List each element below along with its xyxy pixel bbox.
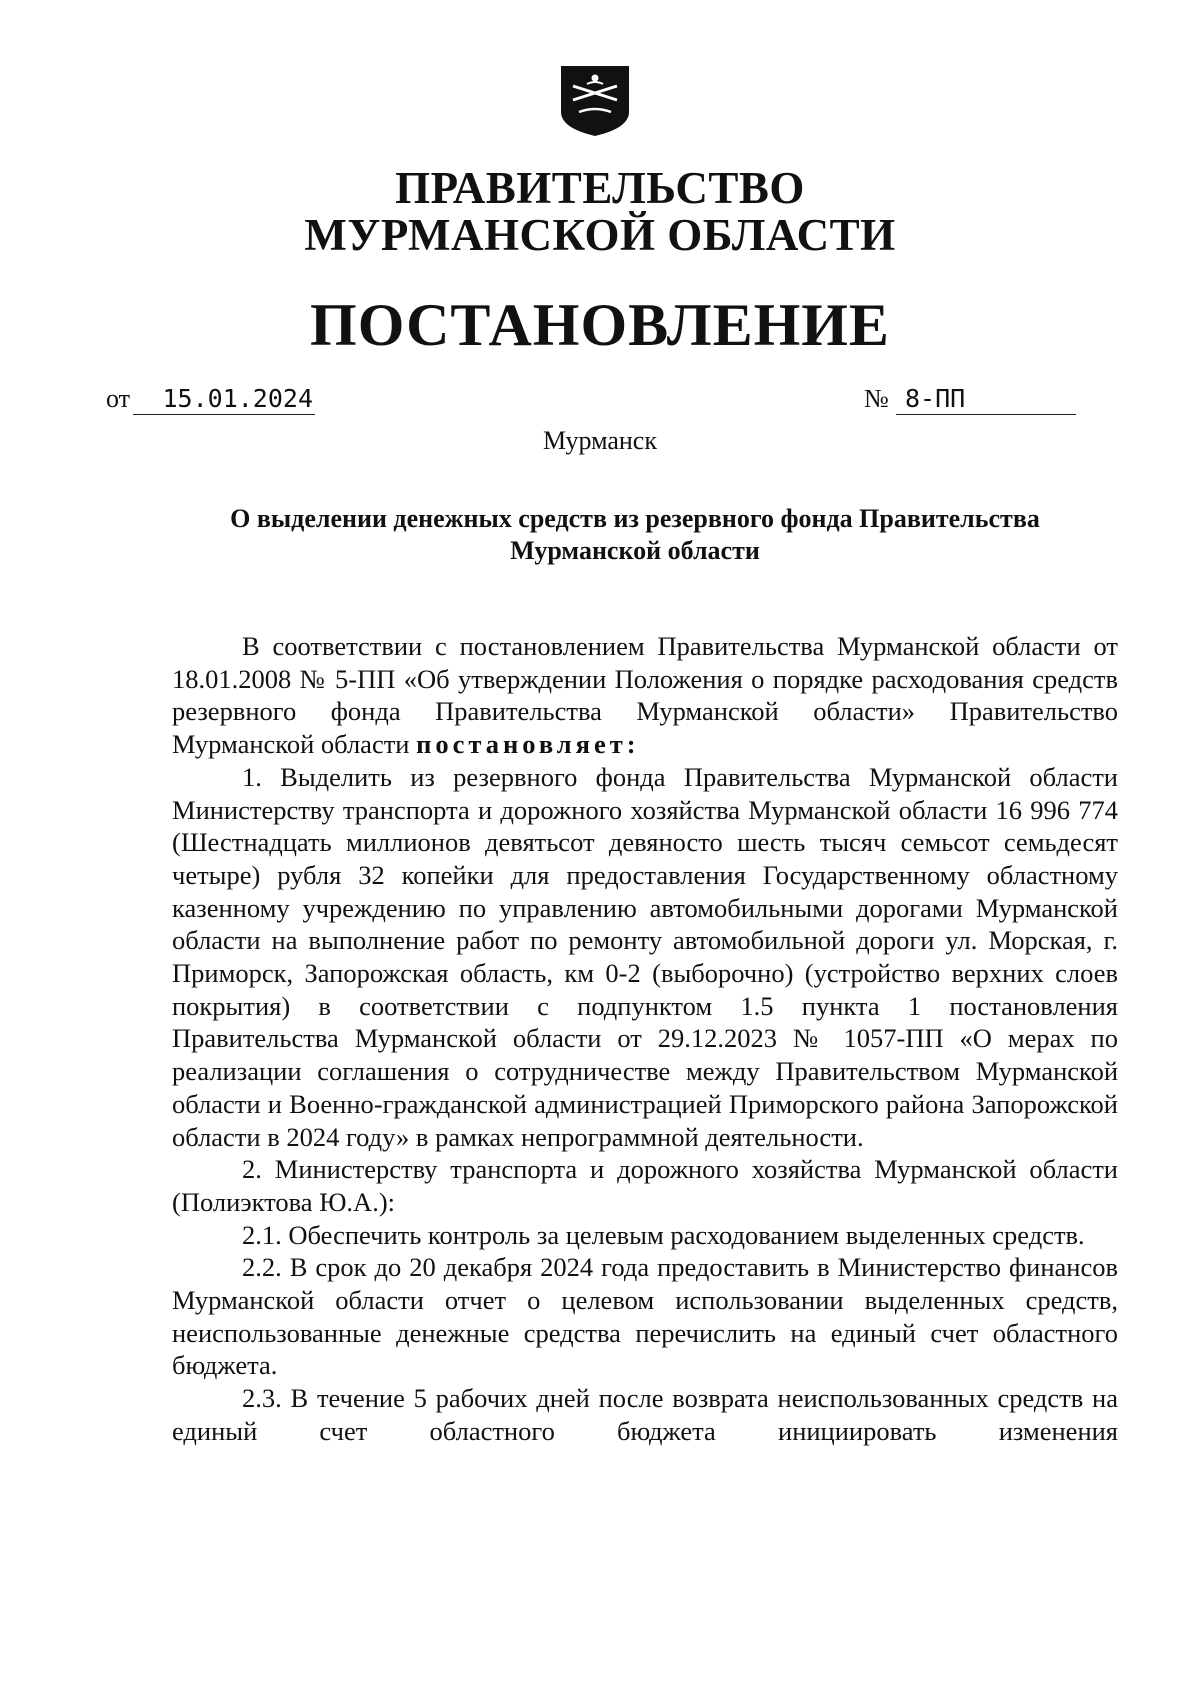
document-body xyxy=(172,630,1118,1448)
document-number: 8-ПП xyxy=(905,384,966,413)
number-underline xyxy=(896,414,1076,415)
paragraph-1: 1. Выделить из резервного фонда Правительства Мурманской области Министерству транспорта и дорожного хозяйства Мурманской области 16 996 774 (Шестнадцать миллионов девятьсот девяносто шесть тысяч семьсот семьдесят четыре) рубля 32 копейки для предоставления Государственному областному казенному учреждению по управлению автомобильными дорогами Мурманской области на выполнение работ по ремонту автомобильной дороги ул. Морская, г. Приморск, Запорожская область, км 0-2 (выборочно) (устройство верхних слоев покрытия) в соответствии с подпунктом 1.5 пункта 1 постановления Правительства Мурманской области от 29.12.2023 № 1057-ПП «О мерах по реализации соглашения о сотрудничестве между Правительством Мурманской области и Военно-гражданской администрацией Приморского района Запорожской области в 2024 году» в рамках непрограммной деятельности. xyxy=(172,761,1118,1152)
government-title-line1: ПРАВИТЕЛЬСТВО xyxy=(395,163,805,213)
coat-of-arms-icon xyxy=(557,62,633,138)
document-type-heading: ПОСТАНОВЛЕНИЕ xyxy=(310,292,890,358)
date-underline xyxy=(133,414,315,415)
city-name: Мурманск xyxy=(543,426,657,455)
number-prefix: № xyxy=(864,384,889,413)
paragraph-2-1: 2.1. Обеспечить контроль за целевым расходованием выделенных средств. xyxy=(242,1219,1085,1250)
intro-paragraph xyxy=(172,630,1118,761)
intro-text: В соответствии с постановлением Правительства Мурманской области от 18.01.2008 № 5-ПП «Об утверждении Положения о порядке расходования средств резервного фонда Правительства Мурманской области» Правительство Мурманской области xyxy=(172,631,1118,760)
paragraph-2: 2. Министерству транспорта и дорожного хозяйства Мурманской области (Полиэктова Ю.А.): xyxy=(172,1154,1118,1217)
subject-line1: О выделении денежных средств из резервного фонда Правительства xyxy=(230,504,1040,533)
paragraph-2-3: 2.3. В течение 5 рабочих дней после возврата неиспользованных средств на единый счет областного бюджета инициировать изменения xyxy=(172,1383,1118,1446)
paragraph-2-2: 2.2. В срок до 20 декабря 2024 года предоставить в Министерство финансов Мурманской области отчет о целевом использовании выделенных средств, неиспользованные денежные средства перечислить на единый счет областного бюджета. xyxy=(172,1252,1118,1381)
resolves-emphasis: постановляет: xyxy=(416,729,640,760)
subject-line2: Мурманской области xyxy=(510,536,760,565)
date-prefix: от xyxy=(106,384,131,413)
government-title-line2: МУРМАНСКОЙ ОБЛАСТИ xyxy=(304,210,896,260)
document-subject xyxy=(170,503,1100,567)
document-date: 15.01.2024 xyxy=(162,384,313,413)
